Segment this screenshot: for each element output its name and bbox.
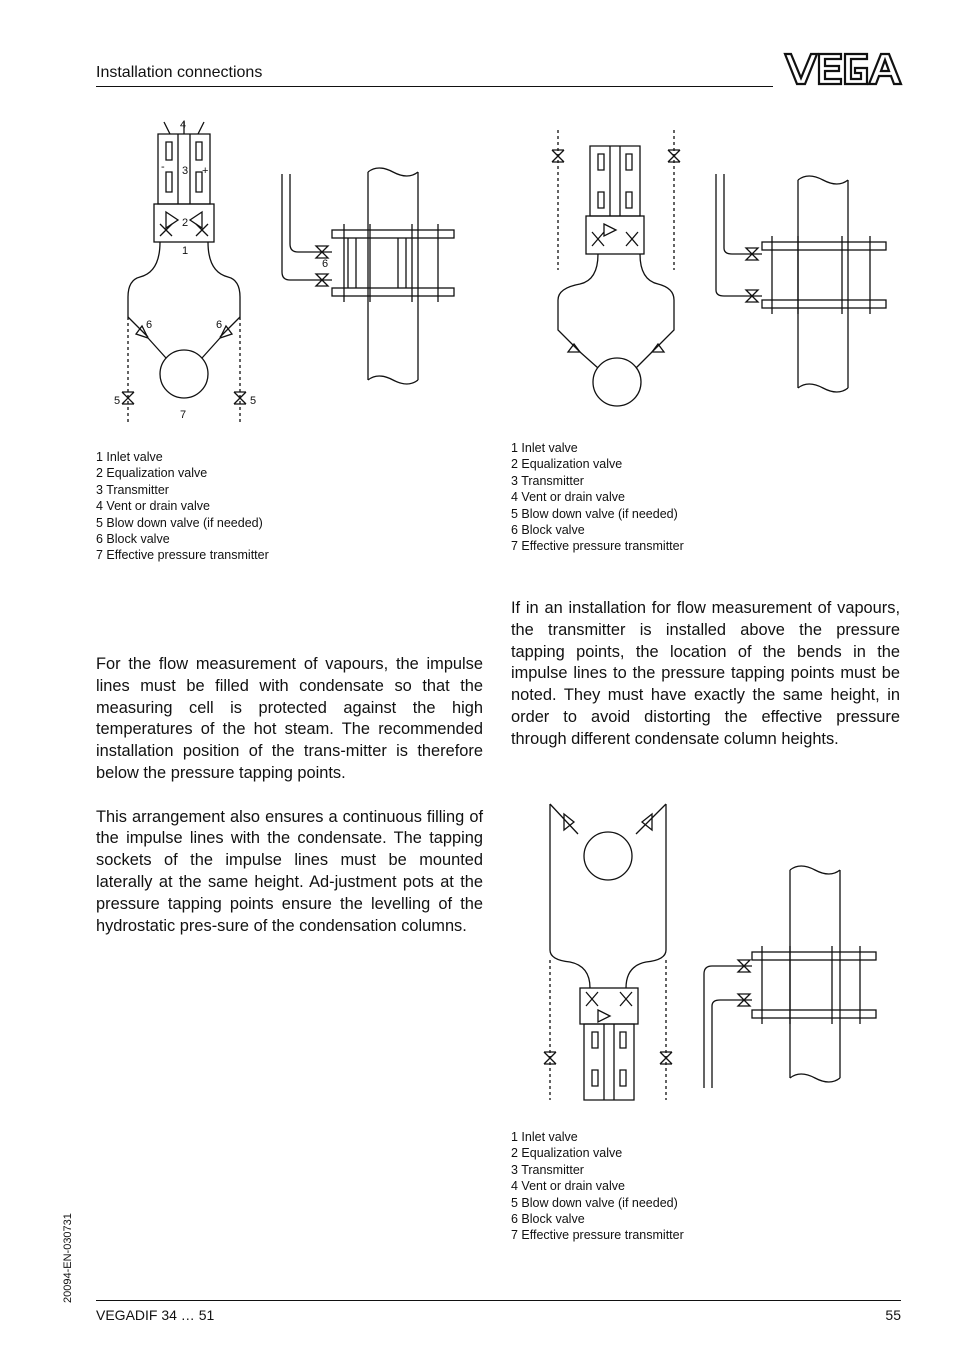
legend-item: 2 Equalization valve xyxy=(96,466,208,481)
diagram-transmitter-below-top xyxy=(540,120,900,420)
legend-item: 4 Vent or drain valve xyxy=(96,499,210,514)
legend-item: 1 Inlet valve xyxy=(511,1130,578,1144)
legend-figure-2 xyxy=(511,440,684,555)
legend-item: 5 Blow down valve (if needed) xyxy=(511,1195,678,1210)
legend-item: 5 Blow down valve (if needed) xyxy=(96,515,263,530)
legend-item: 4 Vent or drain valve xyxy=(511,490,625,505)
callout-5-left: 5 xyxy=(114,395,121,407)
callout-2: 2 xyxy=(182,217,189,229)
legend-item: 3 Transmitter xyxy=(511,473,584,488)
callout-4: 4 xyxy=(180,119,187,131)
vega-logo xyxy=(783,50,903,88)
legend-item: 1 Inlet valve xyxy=(96,450,163,464)
legend-item: 7 Effective pressure transmitter xyxy=(511,539,684,554)
legend-item: 3 Transmitter xyxy=(511,1162,584,1177)
callout-6-left: 6 xyxy=(146,319,153,331)
body-text-left xyxy=(96,654,483,959)
callout-1: 1 xyxy=(182,245,189,257)
legend-item: 2 Equalization valve xyxy=(511,1146,623,1161)
legend-item: 3 Transmitter xyxy=(96,482,169,497)
callout-3: 3 xyxy=(182,165,189,177)
callout-6-right: 6 xyxy=(216,319,223,331)
legend-item: 5 Blow down valve (if needed) xyxy=(511,506,678,521)
document-id: 20094-EN-030731 xyxy=(62,1213,74,1303)
callout-5-right: 5 xyxy=(250,395,257,407)
paragraph: This arrangement also ensures a continuous filling of the impulse lines with the condensate. The tapping sockets of the impulse lines must be mounted laterally at the same height. Ad-justment pots at the pressure tapping points ensure the levelling of the hydrostatic pres-sure of the condensation columns. xyxy=(96,807,483,935)
paragraph: If in an installation for flow measurement of vapours, the transmitter is installed above the pressure tapping points, the location of the bends in the impulse lines to the pressure tapping points must be noted. They must have exactly the same height, in order to avoid distorting the effective pressure through different condensate column heights. xyxy=(511,599,900,748)
footer-divider xyxy=(96,1300,901,1301)
legend-figure-1 xyxy=(96,449,269,564)
section-title: Installation connections xyxy=(96,64,263,81)
legend-figure-3 xyxy=(511,1129,684,1244)
footer-product: VEGADIF 34 … 51 xyxy=(96,1307,215,1323)
legend-item: 4 Vent or drain valve xyxy=(511,1179,625,1194)
legend-item: 6 Block valve xyxy=(511,1212,585,1227)
paragraph: For the flow measurement of vapours, the impulse lines must be filled with condensate so that the measuring cell is protected against the high temperatures of the hot steam. The recommended installation position of the trans-mitter is therefore below the pressure tapping points. xyxy=(96,655,483,782)
diagram-transmitter-below-bottom xyxy=(540,800,900,1110)
callout-plus: + xyxy=(202,165,209,177)
legend-item: 6 Block valve xyxy=(511,523,585,538)
legend-item: 7 Effective pressure transmitter xyxy=(96,548,269,563)
legend-item: 1 Inlet valve xyxy=(511,441,578,455)
callout-7: 7 xyxy=(180,409,187,421)
callout-minus: - xyxy=(161,161,165,173)
legend-item: 6 Block valve xyxy=(96,532,170,547)
header-divider xyxy=(96,86,773,87)
legend-item: 7 Effective pressure transmitter xyxy=(511,1228,684,1243)
legend-item: 2 Equalization valve xyxy=(511,457,623,472)
body-text-right xyxy=(511,598,900,772)
page-number: 55 xyxy=(885,1307,901,1323)
callout-6-pipe: 6 xyxy=(322,258,329,270)
diagram-transmitter-above xyxy=(100,112,480,432)
